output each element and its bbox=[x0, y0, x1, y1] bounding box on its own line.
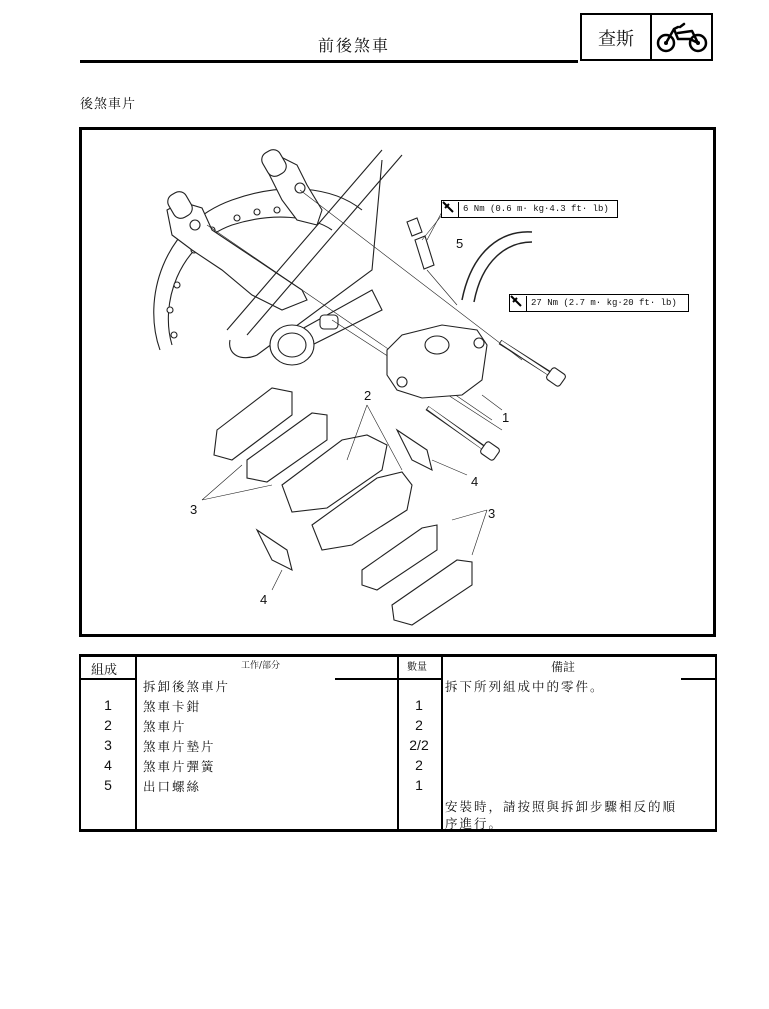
row-qty: 1 bbox=[415, 697, 423, 713]
brake-pad-exploded-illustration bbox=[82, 130, 713, 634]
row-qty: 2/2 bbox=[409, 737, 429, 753]
footer-remark-line1: 安裝時，請按照與拆卸步驟相反的順 bbox=[445, 799, 678, 814]
torque-spec-bleed-screw bbox=[441, 200, 618, 218]
row-order: 3 bbox=[104, 737, 112, 753]
row-part: 煞車片 bbox=[143, 719, 187, 734]
row-qty: 1 bbox=[415, 777, 423, 793]
torque-value: 6 Nm (0.6 m· kg·4.3 ft· lb) bbox=[463, 204, 609, 214]
callout-3-left: 3 bbox=[190, 502, 198, 517]
callout-1: 1 bbox=[502, 410, 510, 425]
header-rule bbox=[80, 60, 578, 63]
footer-remark-line2: 序進行。 bbox=[445, 816, 504, 831]
row-part: 煞車片彈簧 bbox=[143, 759, 216, 774]
header-remarks: 備註 bbox=[551, 660, 576, 674]
header-qty: 數量 bbox=[407, 662, 427, 673]
page-title: 前後煞車 bbox=[318, 36, 391, 55]
header-order: 組成 bbox=[91, 663, 118, 678]
callout-2: 2 bbox=[364, 388, 372, 403]
row-qty: 2 bbox=[415, 717, 423, 733]
motorcycle-icon bbox=[652, 15, 711, 59]
torque-spec-caliper-bolt bbox=[509, 294, 689, 312]
torque-value: 27 Nm (2.7 m· kg·20 ft· lb) bbox=[531, 298, 677, 308]
callout-4-lower: 4 bbox=[260, 592, 268, 607]
row-part: 煞車卡鉗 bbox=[143, 699, 202, 714]
row-order: 1 bbox=[104, 697, 112, 713]
intro-job: 拆卸後煞車片 bbox=[143, 679, 231, 694]
chapter-label: 查斯 bbox=[582, 15, 652, 59]
intro-remark: 拆下所列組成中的零件。 bbox=[445, 679, 605, 694]
chapter-tab bbox=[580, 13, 713, 61]
torque-wrench-icon bbox=[510, 296, 527, 311]
row-part: 出口螺絲 bbox=[143, 779, 202, 794]
callout-5: 5 bbox=[456, 236, 464, 251]
row-qty: 2 bbox=[415, 757, 423, 773]
header-job-part: 工作/部分 bbox=[241, 661, 281, 671]
callout-4-upper: 4 bbox=[471, 474, 479, 489]
torque-wrench-icon bbox=[442, 202, 459, 217]
exploded-diagram bbox=[79, 127, 716, 637]
section-title: 後煞車片 bbox=[80, 97, 137, 112]
row-order: 4 bbox=[104, 757, 112, 773]
row-order: 2 bbox=[104, 717, 112, 733]
parts-table bbox=[79, 654, 717, 832]
row-order: 5 bbox=[104, 777, 112, 793]
row-part: 煞車片墊片 bbox=[143, 739, 216, 754]
callout-3-right: 3 bbox=[488, 506, 496, 521]
